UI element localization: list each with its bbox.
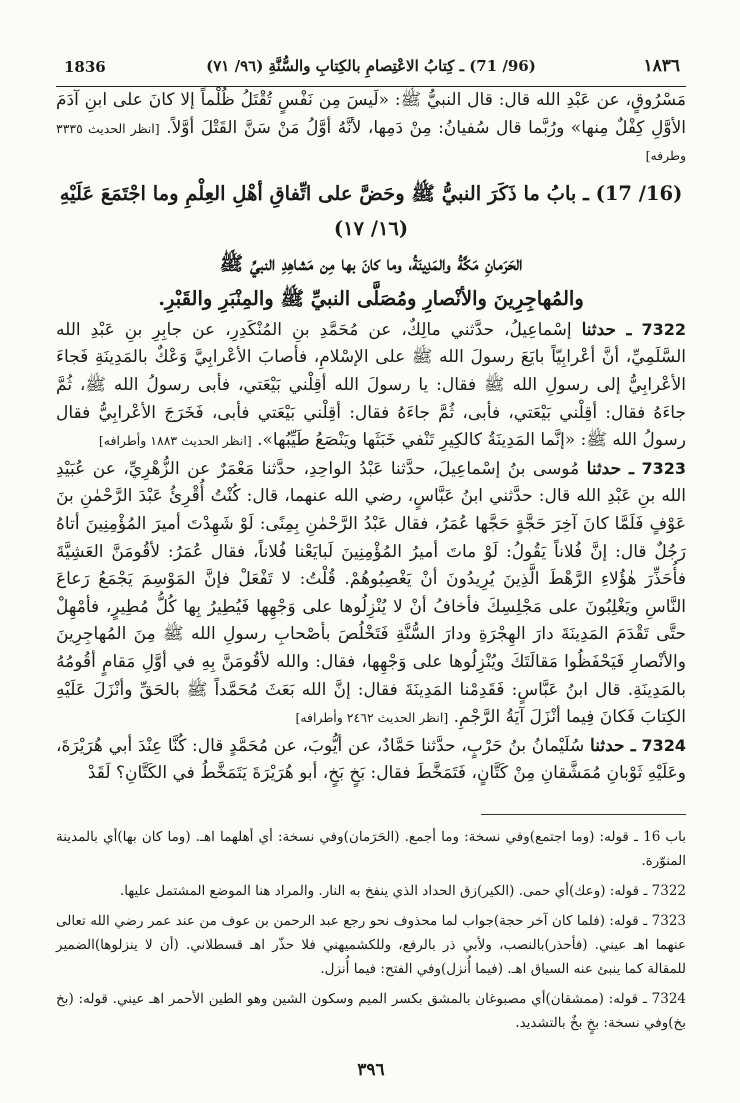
- footnote: 7324 ـ قوله: (ممشقان)أي مصبوغان بالمشق بكسر الميم وسكون الشين وهو الطين الأحمر اهـ عيني. قوله: (بخ بخ)وفي نسخة: بخٍ بخٌ بالتشديد.: [56, 990, 686, 1031]
- hadith-text: إسْماعِيلُ، حدَّثني مالِكٌ، عن مُحَمَّدِ بنِ المُنْكَدِرِ، عن جابِرِ بنِ عَبْدِ الله السَّلَمِيِّ، أنَّ أعْرابِيّاً بايَعَ رسولَ الله ﷺ على الإسْلامِ، فأصابَ الأعْرابِيَّ وَعْكٌ بالمَدِينَةِ فَجاءَ الأعْرابِيُّ إلى رسولِ الله ﷺ فقال: يا رسولَ الله أقِلْني بَيْعَتي، فأبى رسولُ الله ﷺ، ثُمَّ جاءَهُ فقال: أقِلْني بَيْعَتي، فأبى، ثُمَّ جاءَهُ فقال: أقِلْني بَيْعَتي فأبى، فَخَرَجَ الأعْرابِيُّ فقال رسولُ الله ﷺ: «إنَّما المَدِينَةُ كالكِيرِ تَنْفي خَبَثَها ويَنْصَعُ طَيِّبُها».: [56, 319, 686, 451]
- footnote: 7322 ـ قوله: (وعك)أي حمى. (الكير)زق الحداد الذي ينفخ به النار. والمراد هنا الموضع المشتمل عليها.: [119, 882, 686, 899]
- hadith-label: ـ حدثنا: [581, 319, 632, 340]
- hadith-number: 7322: [641, 319, 686, 339]
- intro-reference: [انظر الحديث ٣٣٣٥ وطرفه]: [56, 120, 686, 164]
- intro-text: مَسْرُوقٍ، عن عَبْدِ الله قال: قال النبيُّ ﷺ: «لَيسَ مِن نَفْسٍ تُقْتَلُ ظُلْماً إلا كانَ على ابنِ آدَمَ الأوَّلِ كِفْلٌ مِنها» ورُبَّما قال سُفيانُ: مِنْ دَمِها، لأنَّهُ أوَّلُ مَنْ سَنَّ القَتْلَ أوَّلاً.: [56, 90, 687, 138]
- hadith-reference: [انظر الحديث ٢٤٦٢ وأطرافه]: [295, 710, 449, 726]
- footnote-separator: [481, 814, 686, 815]
- chapter-heading-line: (16/ 17) ـ بابُ ما ذَكَرَ النبيُّ ﷺ وحَضَّ على اتِّفاقِ أهْلِ العِلْمِ وما اجْتَمَعَ عَلَيْهِ (١٦/ ١٧): [59, 181, 683, 240]
- hadith-label: ـ حدثنا: [586, 458, 635, 479]
- hadith-number: 7323: [641, 458, 687, 478]
- chapter-heading-line: الحَرَمانِ مَكَّةُ والمَدِينَةُ، وما كانَ بها مِن مَشاهِدِ النبيِّ ﷺ: [219, 251, 523, 275]
- hadith-text: سُلَيْمانُ بنُ حَرْبٍ، حدَّثنا حَمَّادٌ، عن أيُّوبَ، عن مُحَمَّدٍ قال: كُنَّا عِنْدَ أبي هُرَيْرَةَ، وعَلَيْهِ ثَوْبانِ مُمَشَّقانِ مِنْ كَتَّانٍ، فَتَمَخَّطَ فقال: بَخٍ بَخٍ، أبو هُرَيْرَةَ يَتَمَخَّطُ في الكَتَّانِ؟ لَقَدْ: [56, 735, 686, 784]
- hadith-7324: [56, 732, 686, 788]
- book-page: [56, 52, 686, 1092]
- main-text: [56, 87, 686, 788]
- running-title: (96/ 71) ـ كِتابُ الاعْتِصامِ بالكِتابِ والسُّنَّةِ (٩٦/ ٧١): [206, 57, 536, 75]
- intro-paragraph: [56, 87, 686, 170]
- chapter-heading-line: والمُهاجِرِينَ والأنْصارِ ومُصَلَّى النبيِّ ﷺ والمِنْبَرِ والقَبْرِ.: [158, 286, 584, 310]
- hadith-text: مُوسى بنُ إسْماعِيلَ، حدَّثنا عَبْدُ الواحِدِ، حدَّثنا مَعْمَرٌ عن الزُّهْرِيِّ، عن عُبَيْدِ الله بنِ عَبْدِ الله قال: حدَّثني ابنُ عَبَّاسٍ، رضي الله عنهما، قال: كُنْتُ أُقْرِئُ عَبْدَ الرَّحْمٰنِ بنَ عَوْفٍ فَلَمَّا كانَ آخِرَ حَجَّةٍ حَجَّها عُمَرُ، فقال عَبْدُ الرَّحْمٰنِ بِمِنًى: لَوْ شَهِدْتَ أميرَ المُؤْمِنِينَ أتاهُ رَجُلٌ قال: إنَّ فُلاناً يَقُولُ: لَوْ ماتَ أميرُ المُؤْمِنِينَ لَبايَعْنا فُلاناً، فقال عُمَرُ: لأقُومَنَّ العَشِيَّةَ فأُحَذِّرَ هٰؤُلاءِ الرَّهْطَ الَّذِينَ يُرِيدُونَ أنْ يَغْصِبُوهُمْ. قُلْتُ: لا تَفْعَلْ فإنَّ المَوْسِمَ يَجْمَعُ رَعاعَ النَّاسِ ويَغْلِبُونَ على مَجْلِسِكَ فأخافُ أنْ لا يُنْزِلُوها على وَجْهِها فَيُطِيرُ بِها كُلُّ مُطِيرٍ، فأمْهِلْ حتَّى تَقْدَمَ المَدِينَةَ دارَ الهِجْرَةِ ودارَ السُّنَّةِ فَتَخْلُصَ بأصْحابِ رسولِ الله ﷺ مِنَ المُهاجِرِينَ والأنْصارِ فَيَحْفَظُوا مَقالَتَكَ ويُنْزِلُوها على وَجْهِها، فقال: والله لأقُومَنَّ بِهِ في أوَّلِ مَقامٍ أقُومُهُ بالمَدِينَةِ. قال ابنُ عَبَّاسٍ: فَقَدِمْنا المَدِينَةَ فقال: إنَّ الله بَعَثَ مُحَمَّداً ﷺ بالحَقِّ وأنْزَلَ عَلَيْهِ الكِتابَ فَكانَ فِيما أنْزَلَ آيَةُ الرَّجْمِ.: [56, 458, 686, 728]
- footnote: 7323 ـ قوله: (فلما كان آخر حجة)جواب لما محذوف نحو رجع عبد الرحمن بن عوف من عند عمر رضي الله تعالى عنهما اهـ عيني. (فأحذر)بالنصب، ولأبي ذر بالرفع، وللكشميهني فلا حذّر اهـ قسطلاني. (أن لا ينزلوها)الضمير للمقالة كما ينبئ عنه السياق اهـ. (فيما أُنزل)وفي الفتح: فيما أُنزل.: [56, 912, 686, 977]
- hadith-7322: [56, 316, 686, 455]
- page-header: [56, 52, 686, 87]
- footnotes: [56, 825, 686, 1035]
- hadith-label: ـ حدثنا: [590, 735, 636, 756]
- page-number-arabic: ١٨٣٦: [643, 56, 680, 76]
- page-footer-number: ٣٩٦: [357, 1060, 385, 1080]
- hadith-7323: [56, 455, 686, 732]
- hadith-reference: [انظر الحديث ١٨٨٣ وأطرافه]: [98, 433, 252, 449]
- footnote: باب 16 ـ قوله: (وما اجتمع)وفي نسخة: وما أجمع. (الحَرَمان)وفي نسخة: أي أهلهما اهـ. (وما كان بها)أي بالمدينة المنوّرة.: [56, 828, 687, 869]
- hadith-number: 7324: [641, 735, 686, 755]
- page-number-latin: 1836: [64, 58, 106, 76]
- chapter-heading: [56, 176, 686, 316]
